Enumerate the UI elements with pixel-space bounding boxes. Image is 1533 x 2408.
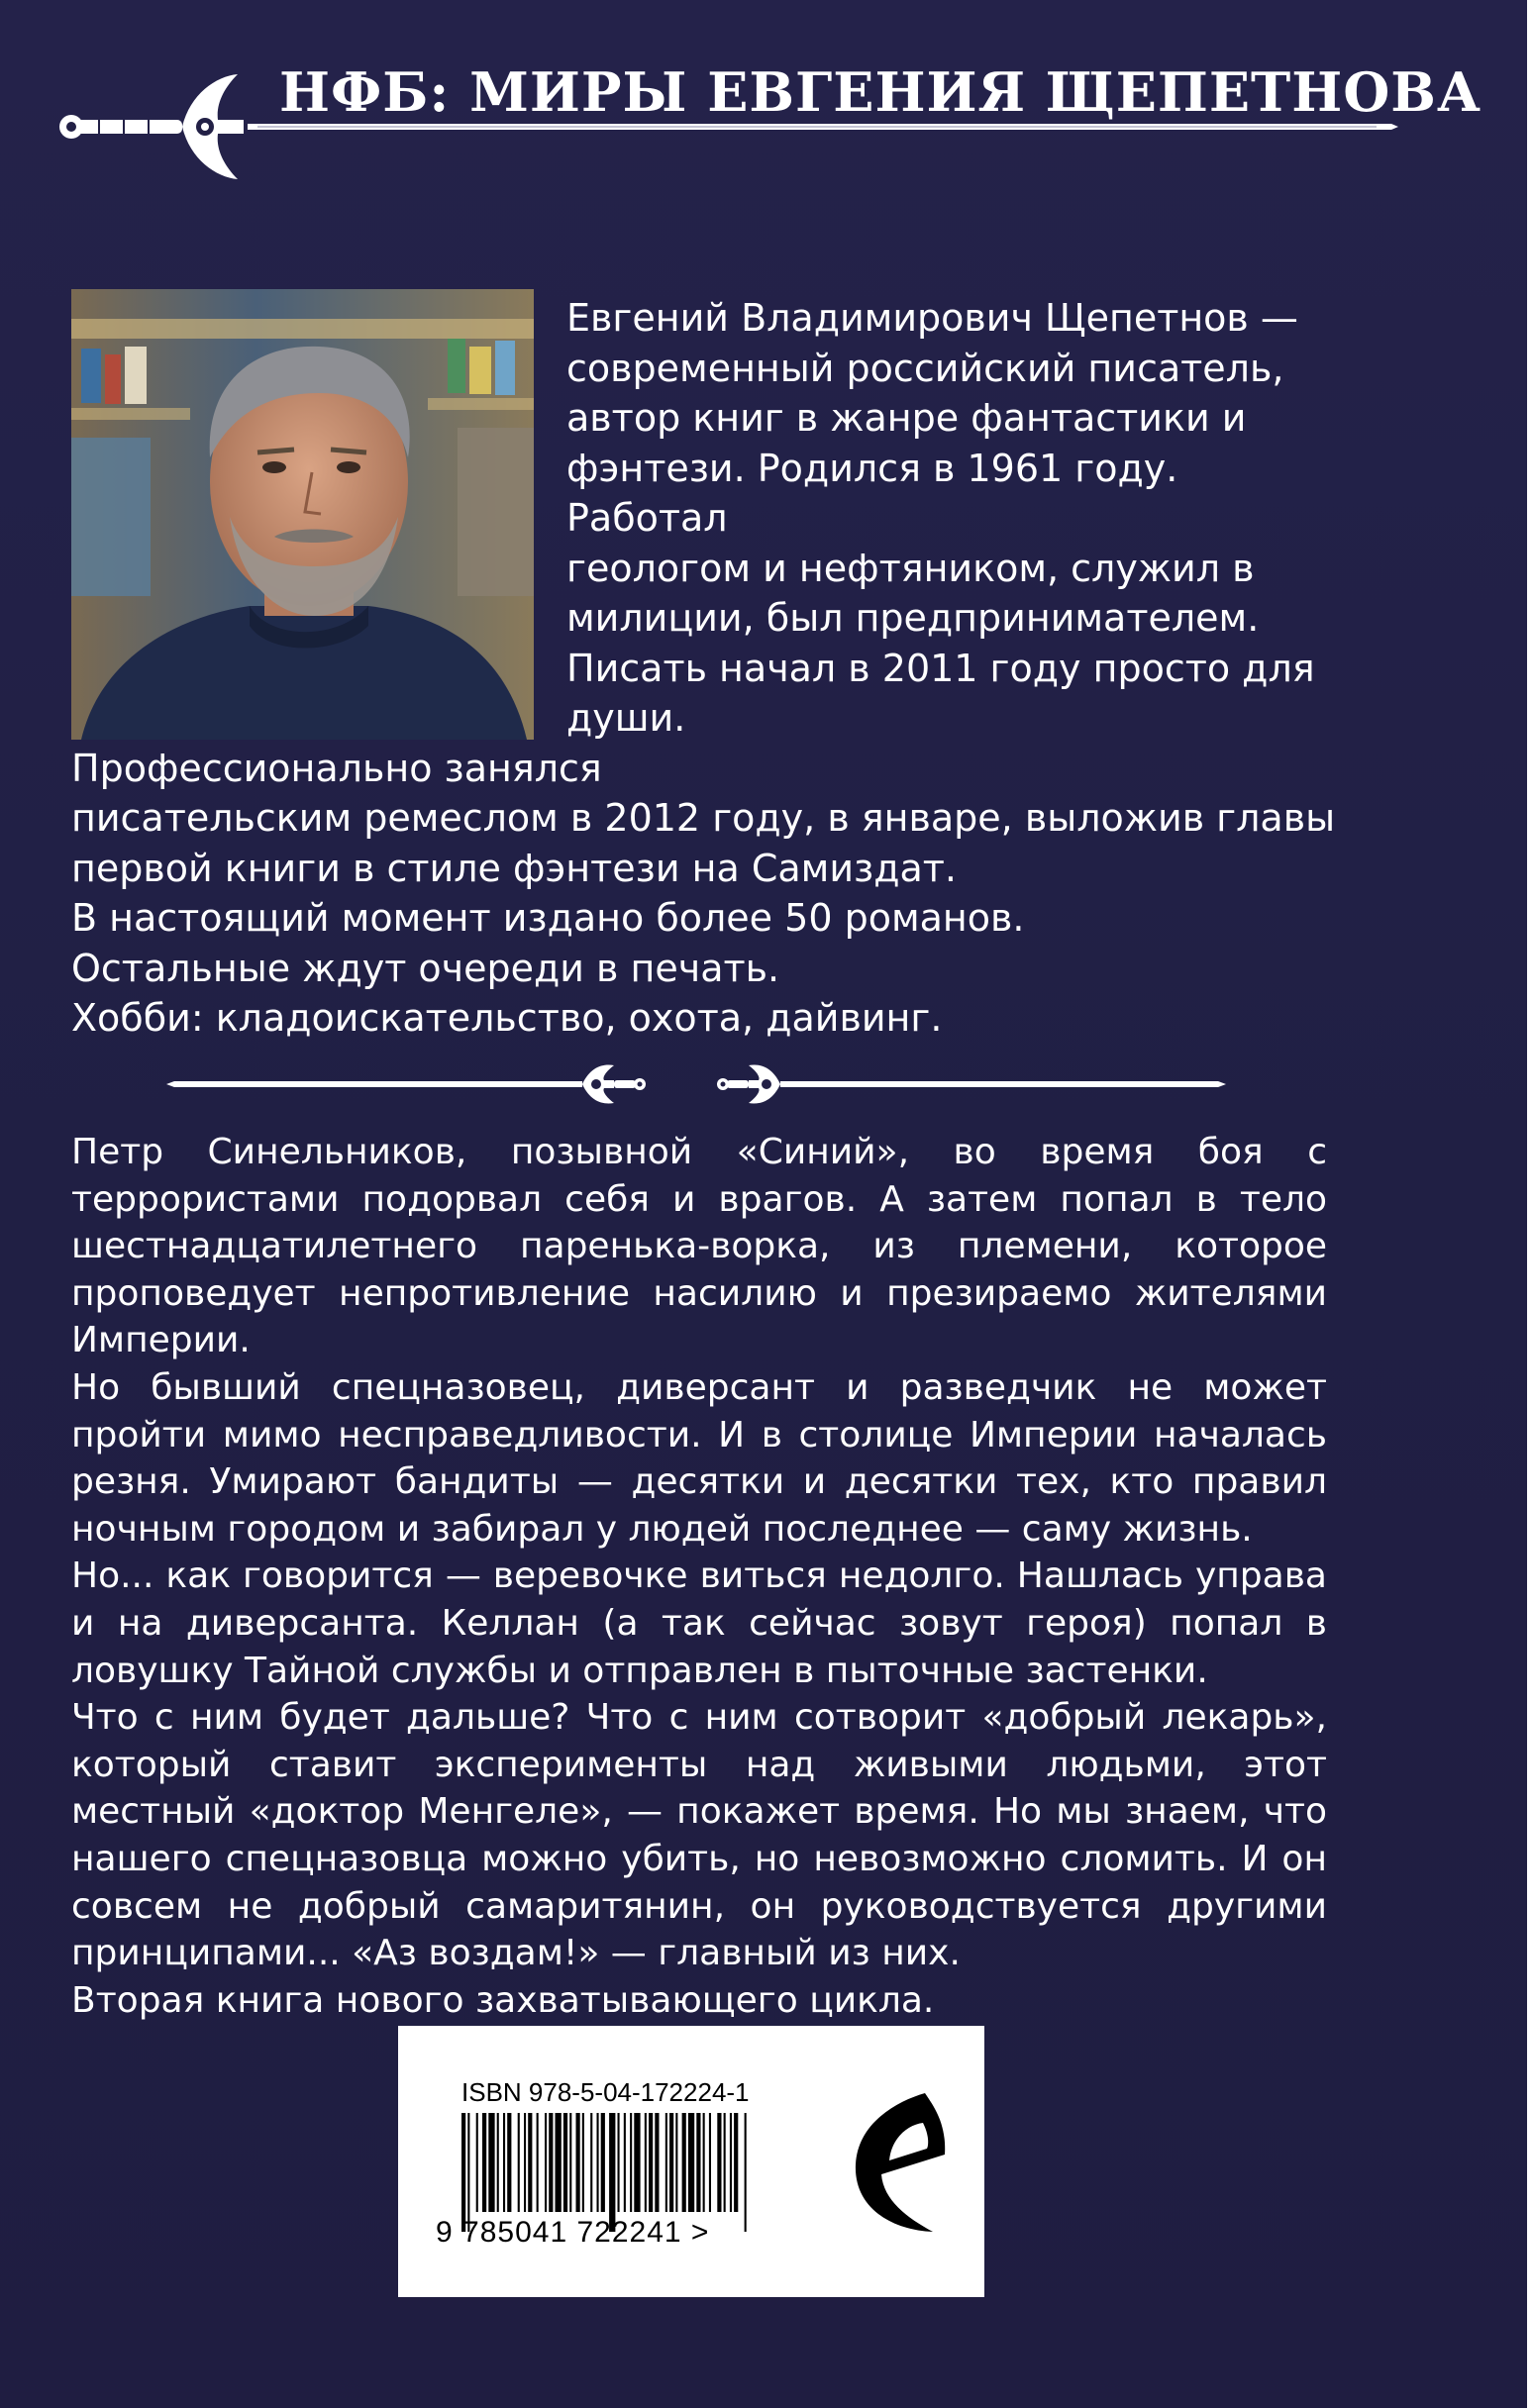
bio-line: фэнтези. Родился в 1961 году. Работал	[566, 446, 1178, 540]
bio-line: милиции, был предпринимателем.	[566, 596, 1260, 640]
barcode-digits: 9 785041 722241 >	[436, 2216, 710, 2249]
bio-line: Профессионально занялся	[71, 746, 602, 790]
barcode-icon	[461, 2113, 836, 2232]
author-bio	[71, 293, 1349, 1044]
annotation-paragraph: Но бывший спецназовец, диверсант и разведчик не может пройти мимо несправедливости. И в столице Империи началась резня. Умирают бандиты — десятки и десятки тех, кто правил ночным городом и забирал у людей последнее — саму жизнь.	[71, 1366, 1327, 1550]
series-header	[59, 54, 1482, 183]
annotation-paragraph: Вторая книга нового захватывающего цикла.	[71, 1979, 935, 2021]
book-annotation	[71, 1129, 1327, 2024]
bio-line: Писать начал в 2011 году просто для	[566, 646, 1315, 690]
section-divider	[166, 1059, 1226, 1109]
series-title: НФБ: МИРЫ ЕВГЕНИЯ ЩЕПЕТНОВА	[279, 60, 1482, 124]
bio-line: автор книг в жанре фантастики и	[566, 396, 1247, 440]
bio-line: геологом и нефтяником, служил в	[566, 546, 1255, 590]
bio-line: Остальные ждут очереди в печать.	[71, 946, 780, 990]
bio-line: Евгений Владимирович Щепетнов —	[566, 296, 1298, 340]
isbn-barcode-box	[398, 2026, 984, 2297]
isbn-label: ISBN 978-5-04-172224-1	[461, 2077, 750, 2107]
bio-line: первой книги в стиле фэнтези на Самиздат.	[71, 846, 958, 890]
bio-line: души.	[566, 696, 686, 740]
annotation-paragraph: Петр Синельников, позывной «Синий», во время боя с террористами подорвал себя и врагов. А затем попал в тело шестнадцатилетнего паренька-ворка, из племени, которое проповедует непротивление насилию и презираемо жителями Империи.	[71, 1132, 1327, 1361]
bio-line: писательским ремеслом в 2012 году, в январе, выложив главы	[71, 796, 1336, 840]
annotation-paragraph: Но... как говорится — веревочке виться недолго. Нашлась управа и на диверсанта. Келлан (а так сейчас зовут героя) попал в ловушку Тайной службы и отправлен в пыточные застенки.	[71, 1555, 1327, 1691]
bio-line: современный российский писатель,	[566, 346, 1284, 390]
bio-line: Хобби: кладоискательство, охота, дайвинг.	[71, 996, 943, 1040]
page-edge	[1527, 0, 1533, 2408]
sword-divider-icon	[166, 1059, 1226, 1109]
eksmo-logo-icon	[838, 2083, 965, 2242]
annotation-paragraph: Что с ним будет дальше? Что с ним сотворит «добрый лекарь», который ставит эксперименты над живыми людьми, этот местный «доктор Менгеле», — покажет время. Но мы знаем, что нашего спецназовца можно убить, но невозможно сломить. И он совсем не добрый самаритянин, он руководствуется другими принципами... «Аз воздам!» — главный из них.	[71, 1697, 1327, 1974]
bio-line: В настоящий момент издано более 50 романов.	[71, 896, 1025, 940]
